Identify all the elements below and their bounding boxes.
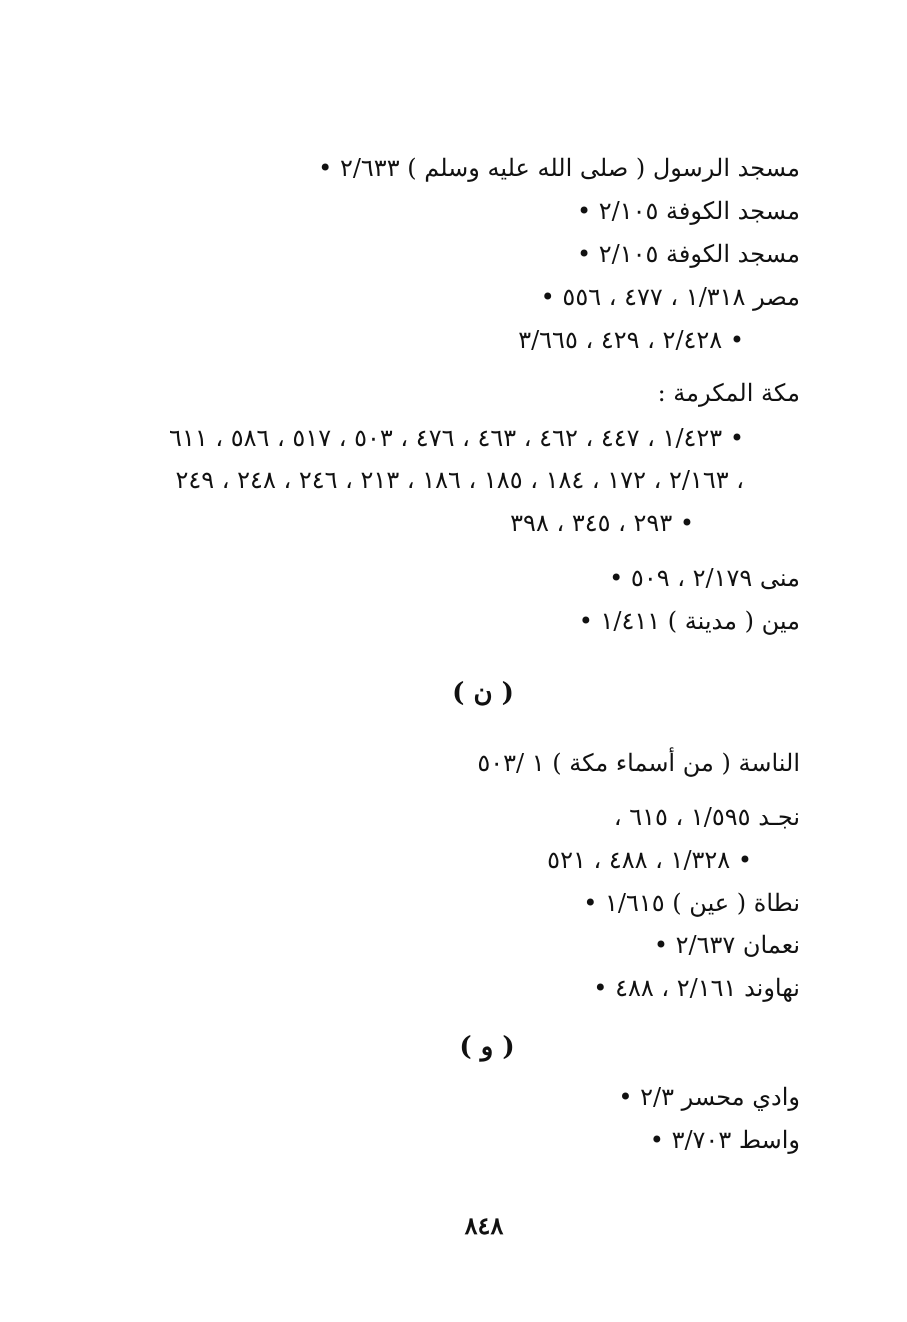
entry-makkah-vol2-continued: ٢٩٣ ، ٣٤٥ ، ٣٩٨ •	[510, 509, 694, 537]
entry-mayn: مين ( مدينة ) ١/٤١١ •	[578, 607, 800, 635]
entry-najd: نجـد ١/٥٩٥ ، ٦١٥ ،	[613, 803, 800, 831]
entry-makkah-vol2: ٢/١٦٣ ، ١٧٢ ، ١٨٤ ، ١٨٥ ، ١٨٦ ، ٢١٣ ، ٢٤٦ ، ٢٤٨ ، ٢٤٩ ،	[175, 466, 744, 494]
entry-nasa: الناسة ( من أسماء مكة ) ١ /٥٠٣	[477, 749, 800, 777]
entry-numan: نعمان ٢/٦٣٧ •	[653, 931, 800, 959]
section-heading-waw: ( و )	[459, 1032, 515, 1062]
section-heading-noon: ( ن )	[452, 678, 514, 708]
entry-masjid-kufa-repeat: مسجد الكوفة ٢/١٠٥ •	[576, 240, 800, 268]
entry-makkah-heading: مكة المكرمة :	[657, 379, 800, 407]
entry-nataat: نطاة ( عين ) ١/٦١٥ •	[583, 889, 800, 917]
entry-wadi-muhassir: وادي محسر ٢/٣ •	[618, 1083, 800, 1111]
entry-nahawand: نهاوند ٢/١٦١ ، ٤٨٨ •	[593, 974, 800, 1002]
entry-mina: منى ٢/١٧٩ ، ٥٠٩ •	[609, 564, 800, 592]
entry-masjid-rasul: مسجد الرسول ( صلى الله عليه وسلم ) ٢/٦٣٣ •	[318, 154, 800, 182]
entry-najd-continued: ١/٣٢٨ ، ٤٨٨ ، ٥٢١ •	[547, 846, 752, 874]
entry-makkah-vol1: ١/٤٢٣ ، ٤٤٧ ، ٤٦٢ ، ٤٦٣ ، ٤٧٦ ، ٥٠٣ ، ٥١٧ ، ٥٨٦ ، ٦١١ •	[169, 424, 744, 452]
entry-wasit: واسط ٣/٧٠٣ •	[649, 1126, 800, 1154]
entry-misr-continued: ٢/٤٢٨ ، ٤٢٩ ، ٣/٦٦٥ •	[518, 326, 744, 354]
page-number: ٨٤٨	[464, 1211, 504, 1240]
entry-misr: مصر ١/٣١٨ ، ٤٧٧ ، ٥٥٦ •	[540, 283, 800, 311]
entry-masjid-kufa: مسجد الكوفة ٢/١٠٥ •	[576, 197, 800, 225]
